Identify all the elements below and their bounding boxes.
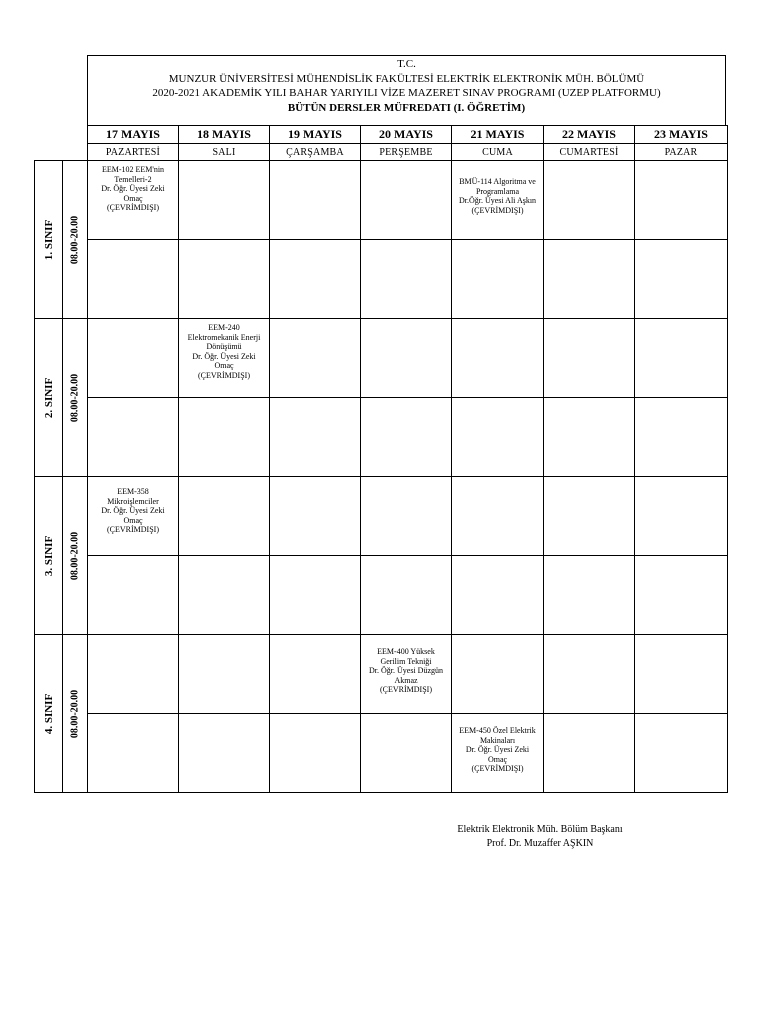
time-label-1: 08.00-20.00 bbox=[63, 161, 88, 319]
exam-entry: EEM-400 Yüksek Gerilim Tekniği Dr. Öğr. Üyesi Düzgün Akmaz (ÇEVRİMDIŞI) bbox=[369, 647, 443, 694]
day-sat: CUMARTESİ bbox=[544, 144, 635, 161]
class-3-row-2 bbox=[35, 556, 728, 635]
class-label-4: 4. SINIF bbox=[35, 635, 63, 793]
slot-c1-r1-wed bbox=[270, 161, 361, 240]
exam-schedule-table bbox=[34, 125, 728, 793]
date-row bbox=[35, 126, 728, 144]
time-label-3: 08.00-20.00 bbox=[63, 477, 88, 635]
class-1-row-1 bbox=[35, 161, 728, 240]
slot-c1-r1-tue bbox=[179, 161, 270, 240]
class-3-row-1 bbox=[35, 477, 728, 556]
time-label-2: 08.00-20.00 bbox=[63, 319, 88, 477]
day-fri: CUMA bbox=[452, 144, 544, 161]
class-label-3: 3. SINIF bbox=[35, 477, 63, 635]
date-sun: 23 MAYIS bbox=[635, 126, 728, 144]
exam-entry: EEM-102 EEM'nin Temelleri-2 Dr. Öğr. Üyesi Zeki Omaç (ÇEVRİMDIŞI) bbox=[101, 165, 165, 212]
day-thu: PERŞEMBE bbox=[361, 144, 452, 161]
schedule-header bbox=[87, 55, 726, 126]
signature-block bbox=[440, 823, 640, 851]
exam-entry: EEM-450 Özel Elektrik Makinaları Dr. Öğr. Üyesi Zeki Omaç (ÇEVRİMDIŞI) bbox=[459, 726, 536, 773]
slot-c3-r1-mon bbox=[88, 477, 179, 556]
date-wed: 19 MAYIS bbox=[270, 126, 361, 144]
day-sun: PAZAR bbox=[635, 144, 728, 161]
date-fri: 21 MAYIS bbox=[452, 126, 544, 144]
day-mon: PAZARTESİ bbox=[88, 144, 179, 161]
exam-entry: EEM-240 Elektromekanik Enerji Dönüşümü Dr. Öğr. Üyesi Zeki Omaç (ÇEVRİMDIŞI) bbox=[187, 323, 261, 380]
class-label-2: 2. SINIF bbox=[35, 319, 63, 477]
slot-c1-r1-mon bbox=[88, 161, 179, 240]
class-1-row-2 bbox=[35, 240, 728, 319]
header-line-program: 2020-2021 AKADEMİK YILI BAHAR YARIYILI VİZE MAZERET SINAV PROGRAMI (UZEP PLATFORMU) bbox=[152, 87, 661, 99]
class-label-1: 1. SINIF bbox=[35, 161, 63, 319]
header-line-curriculum: BÜTÜN DERSLER MÜFREDATI (I. ÖĞRETİM) bbox=[287, 101, 526, 114]
day-tue: SALI bbox=[179, 144, 270, 161]
date-tue: 18 MAYIS bbox=[179, 126, 270, 144]
day-wed: ÇARŞAMBA bbox=[270, 144, 361, 161]
day-row bbox=[35, 144, 728, 161]
header-line-tc: T.C. bbox=[397, 58, 416, 70]
slot-c1-r1-sat bbox=[544, 161, 635, 240]
time-label-4: 08.00-20.00 bbox=[63, 635, 88, 793]
header-line-university: MUNZUR ÜNİVERSİTESİ MÜHENDİSLİK FAKÜLTESİ ELEKTRİK ELEKTRONİK MÜH. BÖLÜMÜ bbox=[168, 72, 645, 85]
date-sat: 22 MAYIS bbox=[544, 126, 635, 144]
slot-c4-r1-thu bbox=[361, 635, 452, 714]
signature-title: Elektrik Elektronik Müh. Bölüm Başkanı bbox=[457, 824, 623, 835]
slot-c1-r1-sun bbox=[635, 161, 728, 240]
slot-c1-r1-thu bbox=[361, 161, 452, 240]
date-thu: 20 MAYIS bbox=[361, 126, 452, 144]
class-2-row-1 bbox=[35, 319, 728, 398]
exam-entry: EEM-358 Mikroişlemciler Dr. Öğr. Üyesi Zeki Omaç (ÇEVRİMDIŞI) bbox=[101, 487, 165, 534]
class-2-row-2 bbox=[35, 398, 728, 477]
slot-c1-r1-fri bbox=[452, 161, 544, 240]
date-mon: 17 MAYIS bbox=[88, 126, 179, 144]
class-4-row-1 bbox=[35, 635, 728, 714]
signature-name: Prof. Dr. Muzaffer AŞKIN bbox=[486, 838, 594, 849]
slot-c4-r2-fri bbox=[452, 714, 544, 793]
class-4-row-2 bbox=[35, 714, 728, 793]
slot-c2-r1-tue bbox=[179, 319, 270, 398]
exam-entry: BMÜ-114 Algoritma ve Programlama Dr.Öğr. Üyesi Ali Aşkın (ÇEVRİMDIŞI) bbox=[458, 177, 537, 215]
